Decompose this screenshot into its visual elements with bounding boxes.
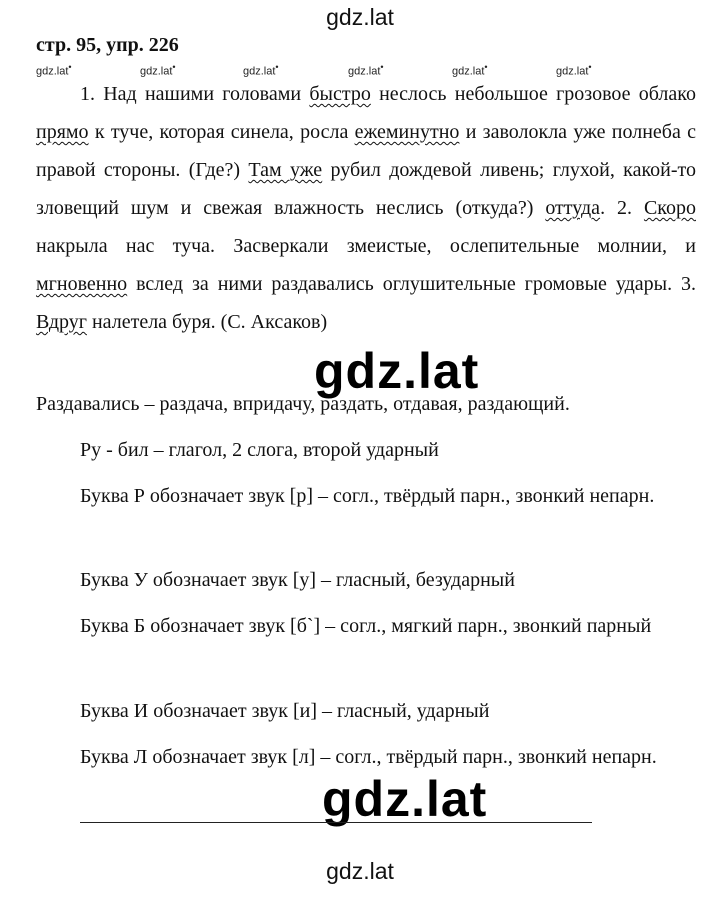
small-watermark: gdz.lat•: [556, 62, 592, 78]
adverb-underlined: Вдруг: [36, 311, 87, 333]
watermark-bottom: gdz.lat: [326, 858, 394, 884]
watermark-large: gdz.lat: [314, 343, 480, 399]
syllable-analysis-line: Ру - бил – глагол, 2 слога, второй ударный: [80, 439, 439, 461]
adverb-underlined: прямо: [36, 121, 89, 143]
adverb-underlined: быстро: [309, 83, 371, 105]
letter-analysis-u: Буква У обозначает звук [у] – гласный, безударный: [80, 569, 515, 591]
divider-line: [80, 822, 592, 823]
small-watermark: gdz.lat•: [452, 62, 488, 78]
letter-analysis-r: Буква Р обозначает звук [р] – согл., твёрдый парн., звонкий непарн.: [80, 485, 655, 507]
adverb-underlined: оттуда: [545, 197, 601, 219]
adverb-underlined: Там уже: [248, 159, 323, 181]
letter-analysis-b: Буква Б обозначает звук [б`] – согл., мягкий парн., звонкий парный: [80, 615, 652, 637]
watermark-top: gdz.lat: [326, 4, 394, 30]
adverb-underlined: мгновенно: [36, 273, 128, 295]
adverb-underlined: Скоро: [643, 197, 696, 219]
letter-analysis-i: Буква И обозначает звук [и] – гласный, ударный: [80, 700, 490, 722]
small-watermark: gdz.lat•: [243, 62, 279, 78]
small-watermark: gdz.lat•: [348, 62, 384, 78]
adverb-underlined: ежеминутно: [354, 121, 460, 143]
letter-analysis-l: Буква Л обозначает звук [л] – согл., твёрдый парн., звонкий непарн.: [80, 746, 657, 768]
exercise-heading: стр. 95, упр. 226: [36, 34, 179, 56]
watermark-large: gdz.lat: [322, 771, 488, 827]
small-watermark: gdz.lat•: [36, 62, 72, 78]
word-forms-line: Раздавались – раздача, впридачу, раздать, отдавая, раздающий.: [36, 393, 570, 415]
small-watermark: gdz.lat•: [140, 62, 176, 78]
passage-text: 1. Над нашими головами быстро неслось небольшое грозовое облако прямо к туче, которая синела, росла ежеминутно и заволокла уже полнеба с правой стороны. (Где?) Там уже рубил дождевой ливень; глухой, какой-то зловещий шум и свежая влажность неслись (откуда?) оттуда. 2. Скоро накрыла нас туча. Засверкали змеистые, ослепительные молнии, и мгновенно вслед за ними раздавались оглушительные громовые удары. 3. Вдруг налетела буря. (С. Аксаков): [36, 83, 696, 333]
